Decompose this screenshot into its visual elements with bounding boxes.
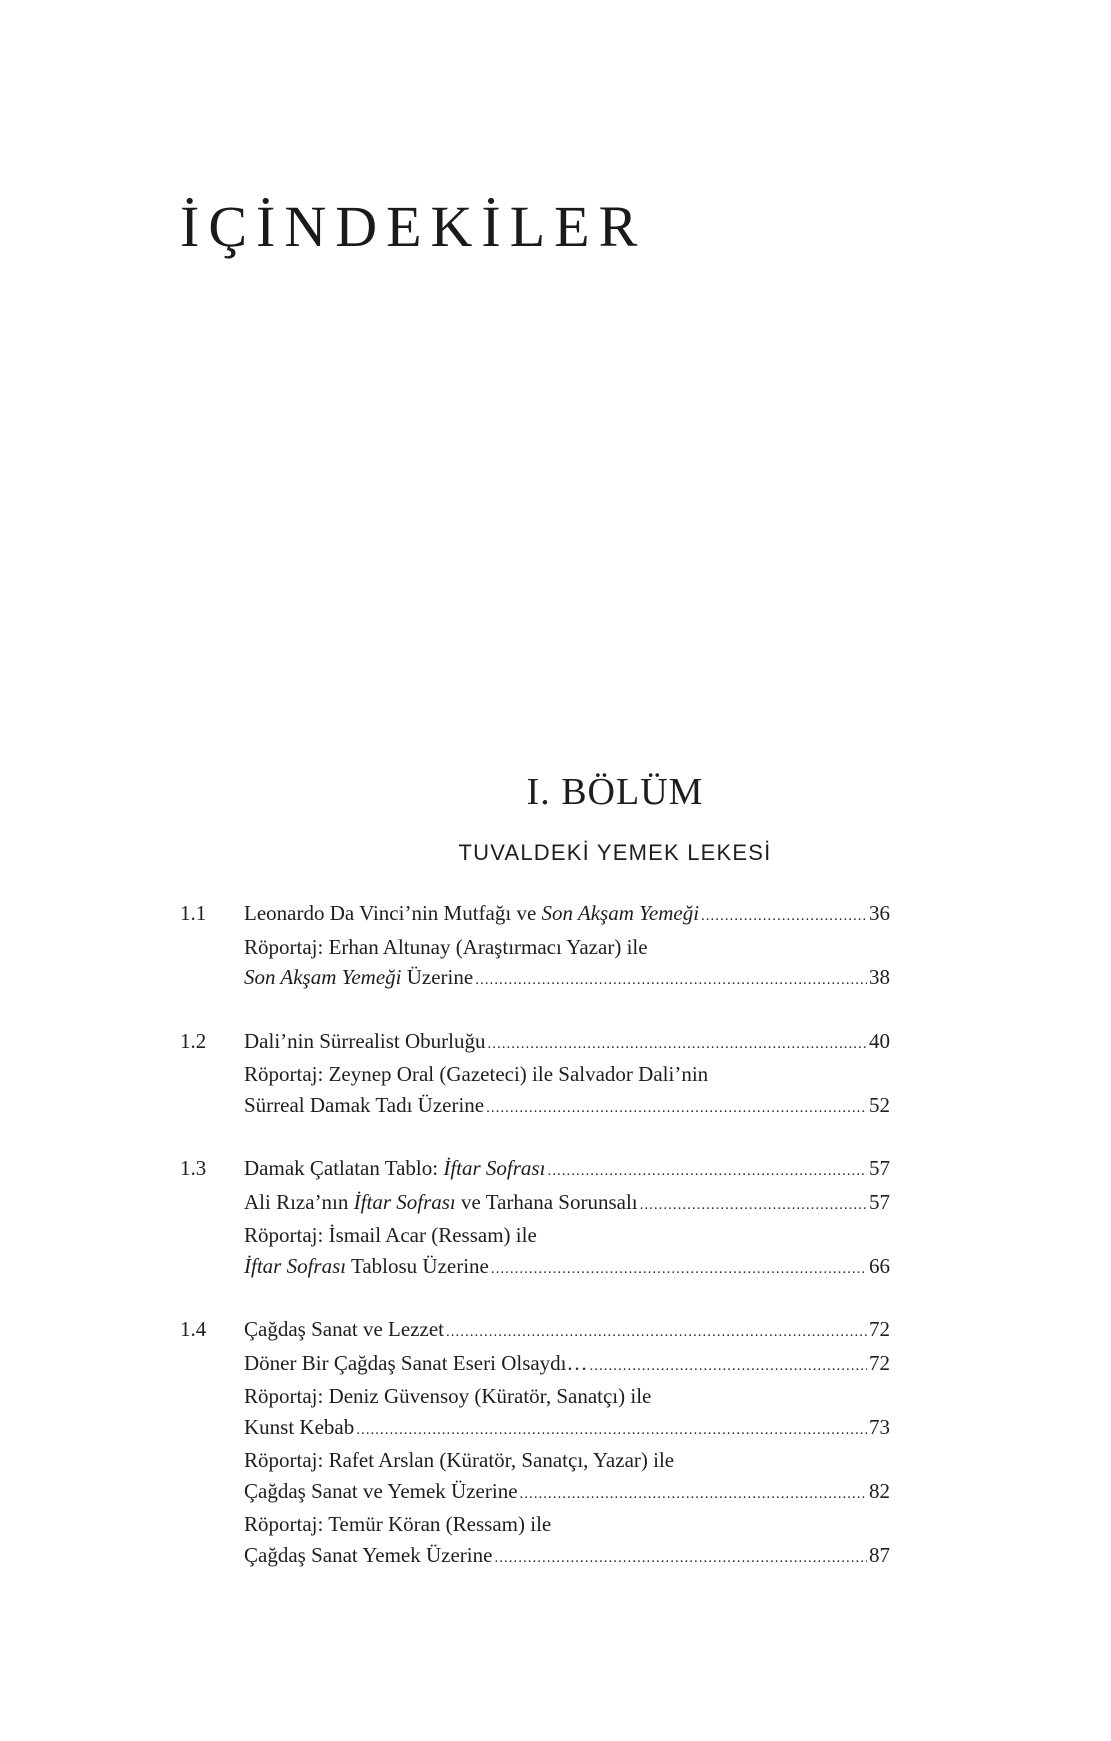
page-number: 72: [869, 1350, 890, 1375]
toc-entry: [244, 1026, 890, 1060]
dot-leader: [356, 1415, 867, 1446]
dot-leader: [446, 1317, 867, 1348]
section-entries: [244, 898, 890, 996]
toc-entry: [244, 1251, 890, 1285]
toc-entry: [244, 1059, 890, 1090]
entry-title: [244, 1059, 708, 1090]
dot-leader: [494, 1543, 867, 1574]
entry-title-text: Leonardo Da Vinci’nin Mutfağı ve: [244, 901, 542, 925]
dot-leader: [475, 965, 867, 996]
dot-leader: [701, 901, 867, 932]
entry-title-italic: İftar Sofrası: [443, 1156, 546, 1180]
entry-title-text: Röportaj: Zeynep Oral (Gazeteci) ile Salvador Dali’nin: [244, 1062, 709, 1086]
toc-section: [180, 1153, 890, 1284]
page-number: 57: [869, 1189, 890, 1214]
entry-title-text: Ali Rıza’nın: [244, 1189, 354, 1214]
entry-title-text: Çağdaş Sanat Yemek Üzerine: [244, 1542, 493, 1567]
entry-title-italic: İftar Sofrası: [353, 1189, 456, 1214]
entry-title-text: Çağdaş Sanat ve Yemek Üzerine: [244, 1478, 518, 1503]
page-title: İÇİNDEKİLER: [180, 194, 647, 259]
page-number: 66: [869, 1253, 890, 1278]
page-number: 57: [869, 1156, 890, 1180]
toc-entry: [244, 1220, 890, 1251]
part-subtitle: TUVALDEKİ YEMEK LEKESİ: [458, 840, 772, 865]
toc-entry: [244, 1381, 890, 1412]
entry-title-text: Röportaj: Temür Köran (Ressam) ile: [244, 1512, 552, 1536]
entry-title: [244, 1153, 545, 1184]
page-number: 82: [869, 1478, 890, 1503]
entry-title: [244, 962, 473, 993]
section-number: 1.3: [180, 1156, 207, 1180]
part-title: I. BÖLÜM: [526, 771, 704, 813]
entry-title: [244, 1220, 537, 1251]
entry-title-text: Röportaj: Erhan Altunay (Araştırmacı Yazar) ile: [244, 934, 648, 959]
section-entries: [244, 1026, 890, 1124]
entry-title: [244, 932, 648, 963]
entry-title: [244, 1412, 354, 1443]
page-number: 40: [869, 1028, 890, 1053]
toc-entry: [244, 1187, 890, 1221]
dot-leader: [547, 1156, 867, 1187]
entry-title-italic: İftar Sofrası: [244, 1253, 347, 1278]
toc-entry: [244, 1314, 890, 1348]
page-number: 38: [869, 965, 890, 989]
page-number: 73: [869, 1414, 890, 1439]
entry-title: [244, 1540, 492, 1571]
toc-entry: [244, 1445, 890, 1476]
entry-title-text: Kunst Kebab: [244, 1414, 355, 1439]
entry-title: [244, 1026, 485, 1057]
entry-title-italic: Son Akşam Yemeği: [244, 965, 402, 989]
entry-title-text: Dali’nin Sürrealist Oburluğu: [244, 1028, 486, 1053]
dot-leader: [486, 1093, 867, 1124]
entry-title: [244, 1348, 588, 1379]
table-of-contents: [180, 898, 890, 1603]
entry-title-text: Sürreal Damak Tadı Üzerine: [244, 1092, 485, 1117]
entry-title-text: ve Tarhana Sorunsalı: [455, 1189, 638, 1214]
toc-entry: [244, 1509, 890, 1540]
section-number: 1.2: [180, 1028, 207, 1053]
toc-entry: [244, 962, 890, 996]
toc-entry: [244, 1476, 890, 1510]
entry-title: [244, 1314, 444, 1345]
entry-title-text: Röportaj: İsmail Acar (Ressam) ile: [244, 1223, 537, 1247]
entry-title: [244, 898, 699, 929]
page-number: 52: [869, 1092, 890, 1117]
entry-title-text: Röportaj: Deniz Güvensoy (Küratör, Sanatçı) ile: [244, 1384, 652, 1408]
entry-title: [244, 1381, 651, 1412]
toc-section: [180, 1314, 890, 1573]
toc-entry: [244, 1153, 890, 1187]
entry-title: [244, 1509, 551, 1540]
entry-title-text: Damak Çatlatan Tablo:: [244, 1156, 444, 1180]
toc-entry: [244, 1412, 890, 1446]
toc-section: [180, 1026, 890, 1124]
entry-title: [244, 1251, 489, 1282]
entry-title-text: Üzerine: [401, 965, 474, 989]
toc-entry: [244, 1348, 890, 1382]
page-number: 36: [869, 901, 890, 925]
section-number: 1.4: [180, 1317, 207, 1341]
entry-title-text: Tablosu Üzerine: [346, 1253, 489, 1278]
toc-entry: [244, 1540, 890, 1574]
section-entries: [244, 1153, 890, 1284]
dot-leader: [487, 1029, 867, 1060]
entry-title-text: Döner Bir Çağdaş Sanat Eseri Olsaydı…: [244, 1350, 588, 1375]
toc-entry: [244, 898, 890, 932]
entry-title: [244, 1476, 518, 1507]
section-entries: [244, 1314, 890, 1573]
entry-title-italic: Son Akşam Yemeği: [541, 901, 700, 925]
entry-title: [244, 1445, 674, 1476]
entry-title-text: Röportaj: Rafet Arslan (Küratör, Sanatçı, Yazar) ile: [244, 1448, 675, 1472]
section-number: 1.1: [180, 901, 207, 925]
entry-title-text: Çağdaş Sanat ve Lezzet: [244, 1317, 444, 1341]
entry-title: [244, 1090, 484, 1121]
dot-leader: [590, 1351, 867, 1382]
toc-entry: [244, 932, 890, 963]
page-number: 72: [869, 1317, 890, 1341]
toc-entry: [244, 1090, 890, 1124]
toc-section: [180, 898, 890, 996]
dot-leader: [491, 1254, 867, 1285]
dot-leader: [640, 1190, 867, 1221]
page-number: 87: [869, 1542, 890, 1567]
dot-leader: [520, 1479, 867, 1510]
entry-title: [244, 1187, 638, 1218]
